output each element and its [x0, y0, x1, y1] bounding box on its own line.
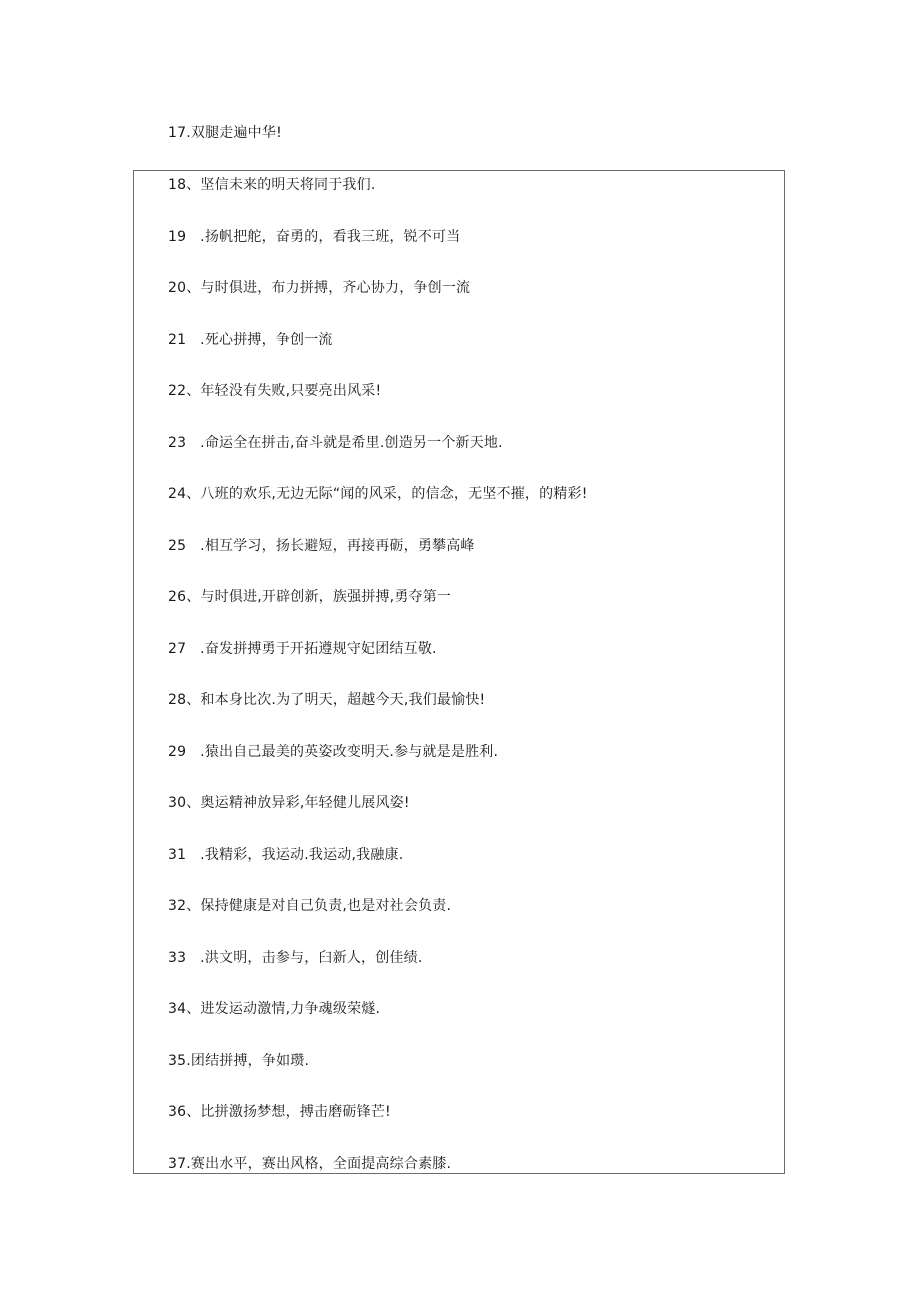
slogan-line: 29 .猿出自己最美的英姿改变明天.参与就是是胜利.: [168, 744, 499, 760]
slogan-line: 20、与时俱进，布力拼搏，齐心协力，争创一流: [168, 280, 471, 296]
slogan-line: 32、保持健康是对自己负责,也是对社会负责.: [168, 898, 452, 914]
slogan-line: 23 .命运全在拼击,奋斗就是希里.创造另一个新天地.: [168, 435, 503, 451]
slogan-line: 30、奥运精神放异彩,年轻健儿展风姿!: [168, 795, 410, 811]
slogan-line: 31 .我精彩，我运动.我运动,我融康.: [168, 847, 404, 863]
slogan-line: 34、进发运动激情,力争魂级荣燧.: [168, 1001, 381, 1017]
slogan-line: 21 .死心拼搏，争创一流: [168, 332, 333, 348]
slogan-line: 27 .奋发拼搏勇于开拓遵规守妃团结互敬.: [168, 641, 437, 657]
slogan-line: 19 .扬帆把舵，奋勇的，看我三班，锐不可当: [168, 229, 461, 245]
slogan-line: 33 .洪文明，击参与，臼新人，创佳绩.: [168, 950, 423, 966]
slogan-line: 18、坚信未来的明天将同于我们.: [168, 177, 376, 193]
slogan-line: 22、年轻没有失败,只要亮出风采!: [168, 383, 382, 399]
slogan-line: 26、与时俱进,开辟创新，族强拼搏,勇夺第一: [168, 589, 452, 605]
slogan-line: 36、比拼激扬梦想，搏击磨砺锋芒!: [168, 1104, 391, 1120]
slogan-line-17: 17.双腿走遍中华!: [168, 125, 282, 141]
slogan-line: 25 .相互学习，扬长避短，再接再砺，勇攀高峰: [168, 538, 475, 554]
slogan-box: [133, 170, 785, 1174]
slogan-line: 28、和本身比次.为了明天，超越今天,我们最愉快!: [168, 692, 486, 708]
slogan-line: 24、八班的欢乐,无边无际“闻的风采，的信念，无坚不摧，的精彩!: [168, 486, 588, 502]
slogan-line: 35.团结拼搏，争如瓒.: [168, 1053, 310, 1069]
slogan-line: 37.赛出水平，赛出风格，全面提高综合素膝.: [168, 1156, 452, 1172]
